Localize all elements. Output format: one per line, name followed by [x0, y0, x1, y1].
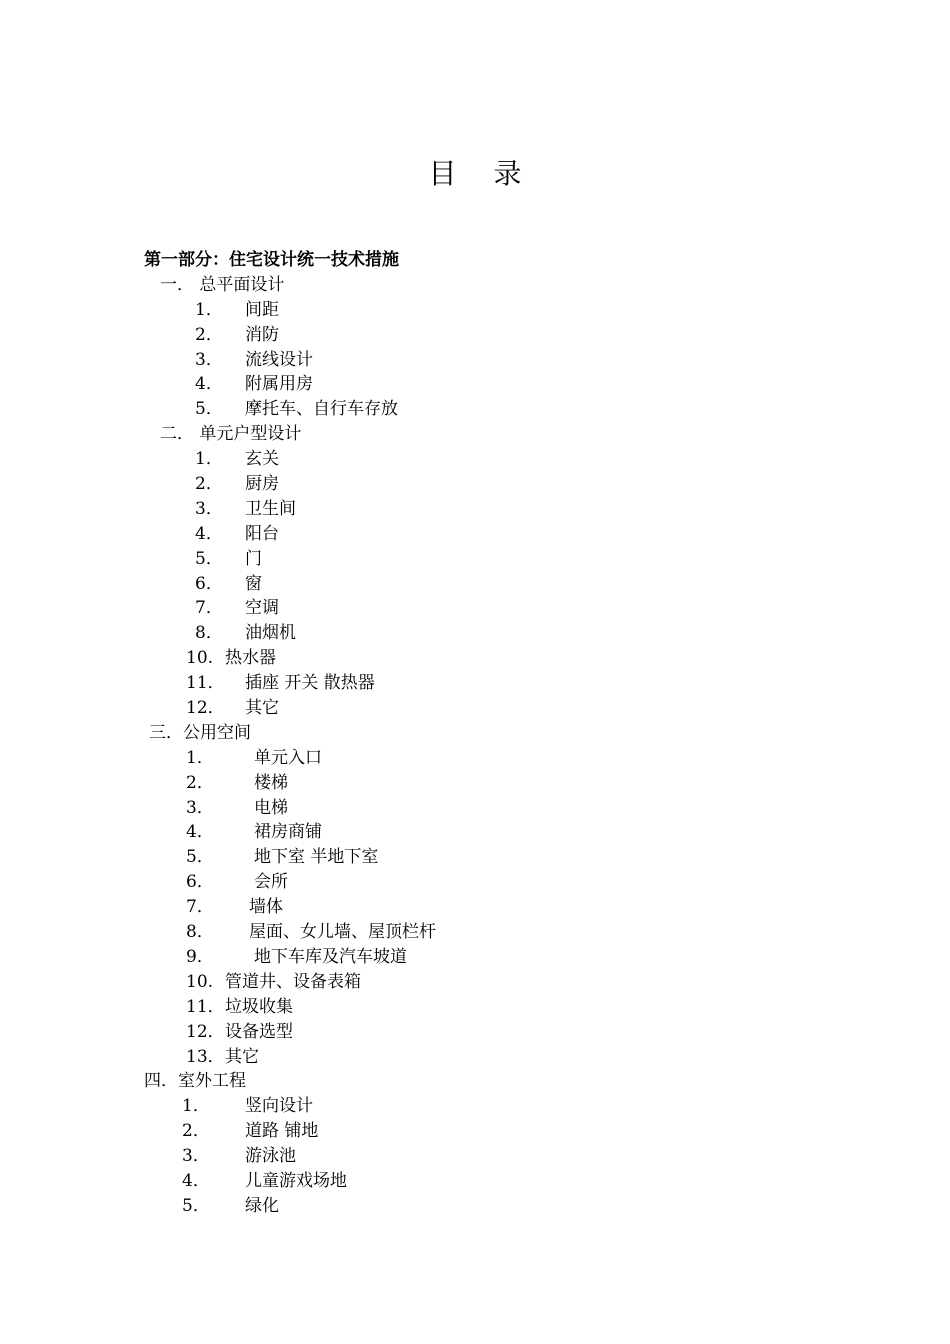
- item-number: 3．: [182, 1146, 210, 1167]
- toc-item: [0, 820, 950, 845]
- item-text: 单元入口: [254, 747, 322, 768]
- item-text: 插座 开关 散热器: [245, 673, 375, 694]
- item-text: 门: [245, 548, 262, 569]
- toc-item: [0, 771, 950, 796]
- toc-item: [0, 870, 950, 895]
- toc-item: [0, 572, 950, 597]
- item-number: 7．: [186, 897, 214, 918]
- item-number: 8．: [195, 623, 223, 644]
- item-number: 1．: [186, 747, 214, 768]
- item-text: 阳台: [245, 523, 279, 544]
- item-number: 2．: [182, 1121, 210, 1142]
- item-text: 摩托车、自行车存放: [245, 399, 398, 420]
- item-text: 其它: [225, 1046, 259, 1067]
- item-text: 儿童游戏场地: [245, 1170, 347, 1191]
- toc-item: [0, 671, 950, 696]
- toc-item: [0, 298, 950, 323]
- toc-item: [0, 1045, 950, 1070]
- toc-item: [0, 497, 950, 522]
- section-heading: [0, 422, 950, 447]
- item-text: 流线设计: [245, 349, 313, 370]
- toc-item: [0, 1094, 950, 1119]
- part-heading: 第一部分：住宅设计统一技术措施: [144, 250, 399, 270]
- item-text: 垃圾收集: [225, 996, 293, 1017]
- toc-item: [0, 348, 950, 373]
- toc-item: [0, 895, 950, 920]
- item-text: 设备选型: [225, 1021, 293, 1042]
- item-text: 墙体: [249, 897, 283, 918]
- toc-item: [0, 995, 950, 1020]
- toc-item: [0, 522, 950, 547]
- toc-item: [0, 746, 950, 771]
- item-text: 地下室 半地下室: [254, 847, 379, 868]
- item-text: 会所: [254, 872, 288, 893]
- item-text: 竖向设计: [245, 1096, 313, 1117]
- toc-item: [0, 621, 950, 646]
- item-text: 绿化: [245, 1195, 279, 1216]
- item-number: 2．: [195, 474, 223, 495]
- toc-item: [0, 1020, 950, 1045]
- item-number: 8．: [186, 922, 214, 943]
- section-heading: [0, 721, 950, 746]
- item-number: 10.: [186, 971, 214, 992]
- item-number: 12．: [186, 1021, 225, 1042]
- item-number: 6．: [186, 872, 214, 893]
- item-number: 4．: [182, 1170, 210, 1191]
- item-text: 电梯: [254, 797, 288, 818]
- section-title: 二． 单元户型设计: [160, 424, 302, 445]
- item-text: 裙房商铺: [254, 822, 322, 843]
- item-text: 卫生间: [245, 498, 296, 519]
- item-text: 玄关: [245, 449, 279, 470]
- toc-item: [0, 1194, 950, 1219]
- item-number: 9．: [186, 946, 214, 967]
- item-text: 附属用房: [245, 374, 313, 395]
- section-title: 三．公用空间: [149, 722, 251, 743]
- toc-item: [0, 920, 950, 945]
- item-text: 游泳池: [245, 1146, 296, 1167]
- item-number: 10.: [186, 648, 214, 669]
- item-number: 2．: [195, 324, 223, 345]
- item-number: 1．: [182, 1096, 210, 1117]
- page-title: 目 录: [428, 157, 536, 190]
- toc-item: [0, 547, 950, 572]
- item-text: 楼梯: [254, 772, 288, 793]
- item-text: 屋面、女儿墙、屋顶栏杆: [249, 922, 436, 943]
- table-of-contents: [0, 248, 950, 1219]
- item-number: 12．: [186, 698, 225, 719]
- item-number: 3．: [195, 498, 223, 519]
- item-number: 11．: [186, 996, 225, 1017]
- item-number: 4．: [195, 523, 223, 544]
- item-text: 油烟机: [245, 623, 296, 644]
- item-number: 2．: [186, 772, 214, 793]
- item-text: 间距: [245, 299, 279, 320]
- toc-item: [0, 796, 950, 821]
- item-text: 地下车库及汽车坡道: [254, 946, 407, 967]
- section-heading: [0, 273, 950, 298]
- section-title: 四．室外工程: [144, 1071, 246, 1092]
- item-number: 1．: [195, 299, 223, 320]
- item-number: 5．: [182, 1195, 210, 1216]
- item-number: 4．: [195, 374, 223, 395]
- item-number: 3．: [186, 797, 214, 818]
- item-number: 7．: [195, 598, 223, 619]
- item-text: 厨房: [245, 474, 279, 495]
- item-text: 窗: [245, 573, 262, 594]
- toc-item: [0, 397, 950, 422]
- item-number: 6．: [195, 573, 223, 594]
- item-text: 消防: [245, 324, 279, 345]
- toc-item: [0, 1169, 950, 1194]
- item-number: 5．: [186, 847, 214, 868]
- item-text: 道路 铺地: [245, 1121, 319, 1142]
- toc-item: [0, 1144, 950, 1169]
- toc-item: [0, 970, 950, 995]
- section-heading: [0, 1069, 950, 1094]
- item-text: 其它: [245, 698, 279, 719]
- toc-item: [0, 372, 950, 397]
- toc-item: [0, 845, 950, 870]
- item-number: 3．: [195, 349, 223, 370]
- toc-item: [0, 696, 950, 721]
- toc-item: [0, 447, 950, 472]
- toc-item: [0, 646, 950, 671]
- item-number: 4．: [186, 822, 214, 843]
- toc-item: [0, 472, 950, 497]
- toc-item: [0, 596, 950, 621]
- toc-item: [0, 945, 950, 970]
- toc-item: [0, 323, 950, 348]
- toc-item: [0, 1119, 950, 1144]
- item-text: 空调: [245, 598, 279, 619]
- item-number: 11．: [186, 673, 225, 694]
- item-number: 5．: [195, 399, 223, 420]
- section-title: 一． 总平面设计: [160, 274, 285, 295]
- item-number: 1．: [195, 449, 223, 470]
- item-number: 5．: [195, 548, 223, 569]
- item-number: 13．: [186, 1046, 225, 1067]
- item-text: 管道井、设备表箱: [225, 971, 361, 992]
- item-text: 热水器: [225, 648, 276, 669]
